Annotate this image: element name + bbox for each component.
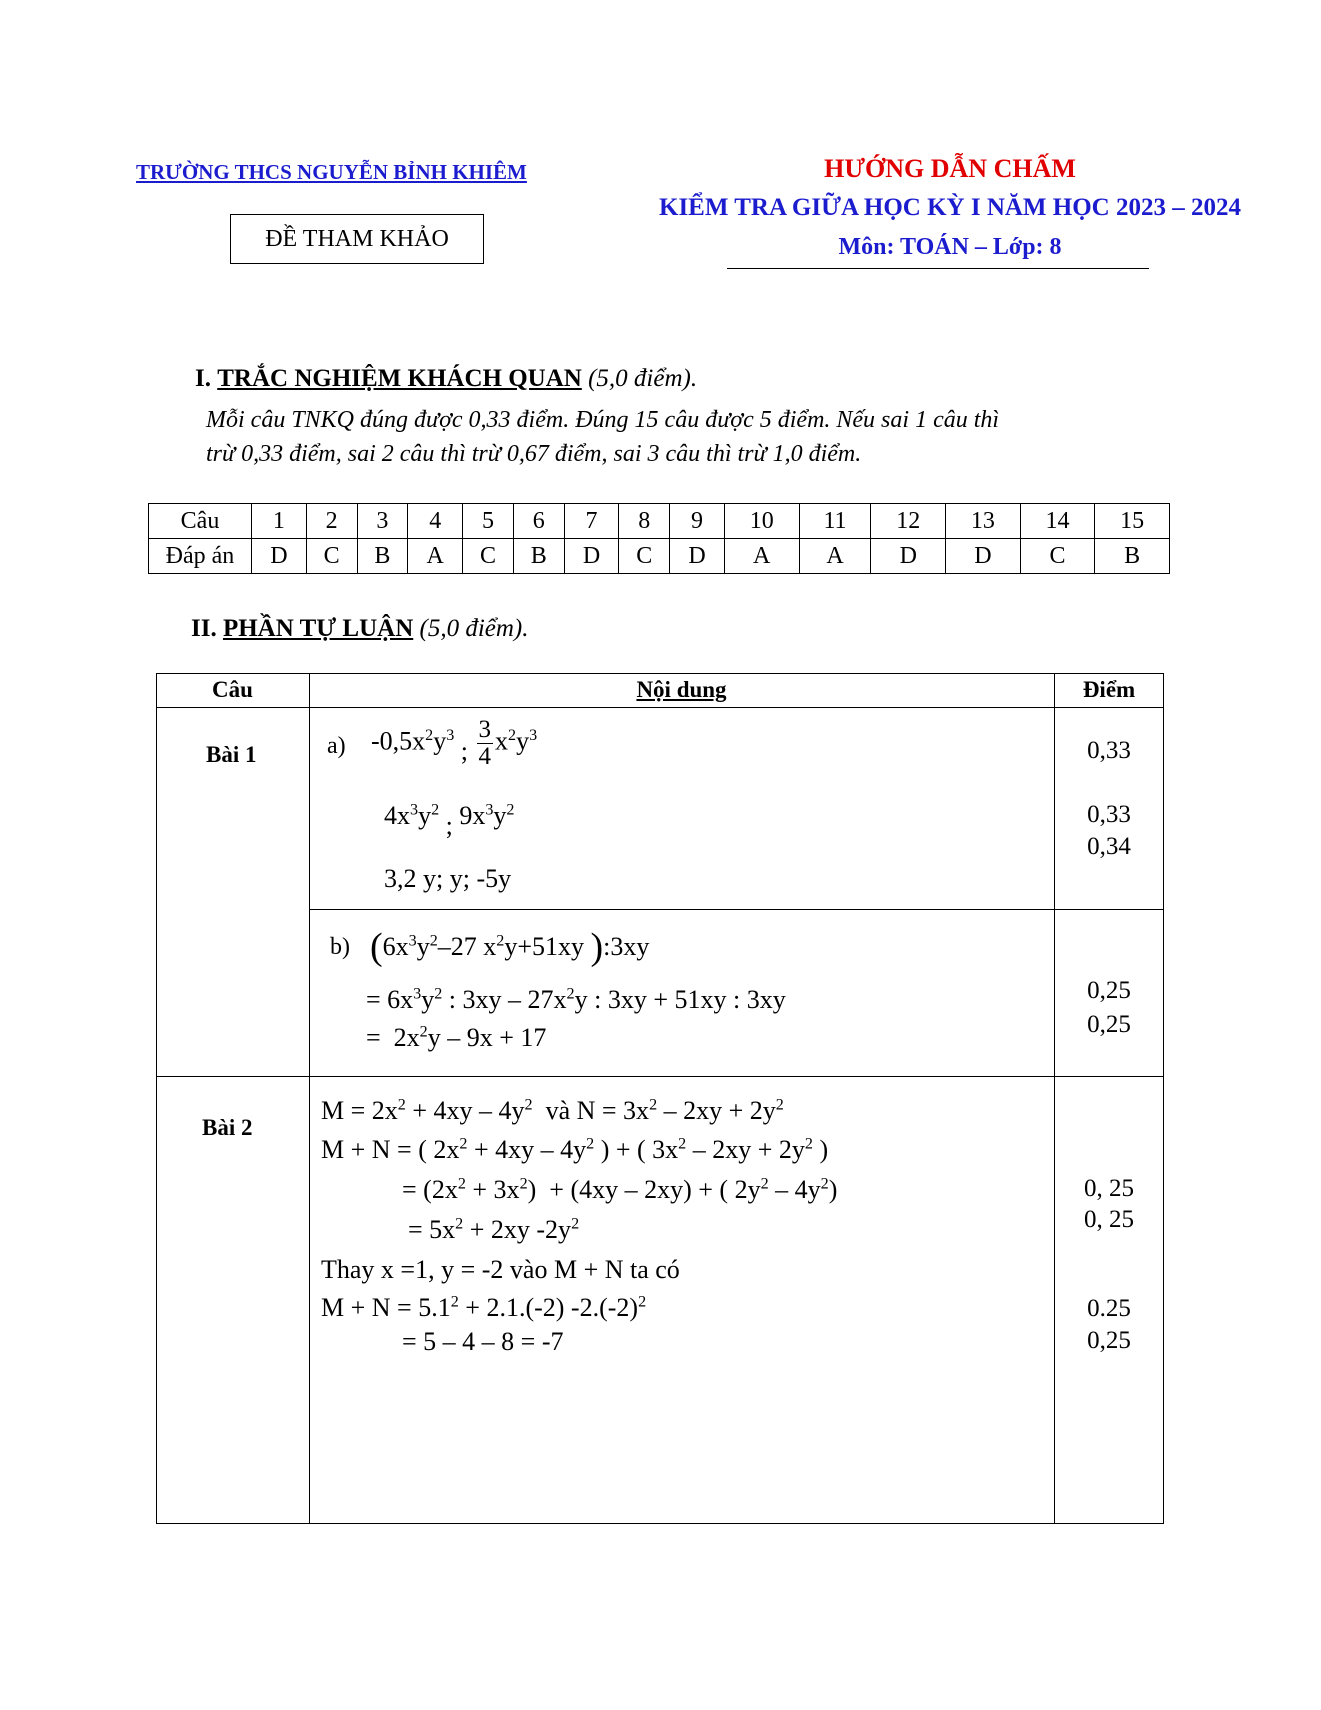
score: 0, 25 xyxy=(1084,1175,1134,1202)
answer-key-table xyxy=(148,503,1170,574)
part1-heading xyxy=(195,365,697,393)
bai1b-label: b) xyxy=(330,934,350,960)
bai1a-label: a) xyxy=(327,733,346,759)
row-divider xyxy=(309,909,1164,910)
question-number: 10 xyxy=(724,504,799,539)
row-label-answer: Đáp án xyxy=(149,539,252,574)
answer-cell: B xyxy=(513,539,564,574)
score: 0,33 xyxy=(1087,737,1131,764)
answer-cell: B xyxy=(357,539,408,574)
fraction-numerator: 3 xyxy=(478,716,492,743)
score: 0,25 xyxy=(1087,1011,1131,1038)
expr-part: -0,5x xyxy=(371,726,426,756)
bai2-line3: = $(2x^2 + 3x^2) + (4xy - 2xy)$ + ( $2y^2 - 4y^2$) xyxy=(402,1175,838,1204)
part1-number: I. xyxy=(195,365,211,392)
column-divider xyxy=(309,673,310,1524)
part2-number: II. xyxy=(191,615,217,642)
question-number: 2 xyxy=(306,504,357,539)
answer-cell: A xyxy=(408,539,463,574)
part1-points: (5,0 điểm). xyxy=(588,365,698,392)
answer-cell: C xyxy=(463,539,514,574)
answer-cell: D xyxy=(564,539,619,574)
question-number: 1 xyxy=(252,504,307,539)
answer-cell: B xyxy=(1095,539,1170,574)
bai2-line4: = $5x^2 + 2xy$ $-2y^2$ xyxy=(408,1215,580,1244)
essay-grading-table xyxy=(156,673,1164,1524)
bai2-label: Bài 2 xyxy=(202,1115,253,1140)
part2-heading xyxy=(191,615,529,643)
answer-cell: D xyxy=(871,539,946,574)
question-number: 14 xyxy=(1020,504,1095,539)
document-title: HƯỚNG DẪN CHẤM xyxy=(824,154,1076,183)
subject-grade: Môn: TOÁN – Lớp: 8 xyxy=(838,234,1062,260)
part1-title: TRẮC NGHIỆM KHÁCH QUAN xyxy=(217,365,582,392)
part1-note-line1: Mỗi câu TNKQ đúng được 0,33 điểm. Đúng 15 câu được 5 điểm. Nếu sai 1 câu thì xyxy=(206,407,1000,433)
exam-title: KIỂM TRA GIỮA HỌC KỲ I NĂM HỌC 2023 – 2024 xyxy=(659,194,1241,221)
score: 0.25 xyxy=(1087,1295,1131,1322)
bai2-line7: = 5 – 4 – 8 = -7 xyxy=(402,1327,564,1356)
bai1b-step2: = $2x^2y - 9x + 17$ xyxy=(366,1023,547,1052)
expr-part: ; xyxy=(460,736,469,766)
question-number: 13 xyxy=(946,504,1021,539)
bai1a-monomials-line2: $4x^3y^2$ ; $9x^3y^2$ xyxy=(384,801,515,840)
answer-key-answer-row xyxy=(149,539,1170,574)
answer-cell: A xyxy=(724,539,799,574)
part2-title: PHẦN TỰ LUẬN xyxy=(222,615,414,642)
answer-cell: C xyxy=(619,539,670,574)
col-header-score: Điểm xyxy=(1082,677,1136,702)
fraction xyxy=(477,717,494,771)
header-divider xyxy=(727,268,1149,269)
question-number: 7 xyxy=(564,504,619,539)
school-name: TRƯỜNG THCS NGUYỄN BỈNH KHIÊM xyxy=(136,160,527,184)
bai2-line6: $M + N = 5.1^2 + 2.1.(-2)$ $-2.(-2)^2$ xyxy=(321,1293,647,1322)
bai1b-expression: ($6x^3y^2-27$ $x^2y+51xy$ ):3xy xyxy=(370,926,650,968)
expr-part: :3xy xyxy=(603,932,650,961)
part2-points: (5,0 điểm). xyxy=(419,615,529,642)
score: 0,25 xyxy=(1087,1327,1131,1354)
bai2-line2: M + N = ( $2x^2 + 4xy - 4y^2$ ) + ( $3x^2 - 2xy + 2y^2$ ) xyxy=(321,1135,829,1164)
question-number: 15 xyxy=(1095,504,1170,539)
bai2-line5: Thay x =1, y = -2 vào M + N ta có xyxy=(321,1255,680,1284)
question-number: 6 xyxy=(513,504,564,539)
answer-cell: C xyxy=(306,539,357,574)
col-header-question: Câu xyxy=(212,677,253,702)
question-number: 3 xyxy=(357,504,408,539)
row-label-question: Câu xyxy=(149,504,252,539)
bai1a-monomials-line1: $-0,5x^2y^3$ ; $\frac{3}{4}$ $x^2y^3$ xyxy=(371,716,538,771)
bai1-label: Bài 1 xyxy=(206,742,257,767)
answer-cell: A xyxy=(799,539,871,574)
question-number: 8 xyxy=(619,504,670,539)
fraction-denominator: 4 xyxy=(478,743,492,771)
answer-cell: D xyxy=(946,539,1021,574)
question-number: 4 xyxy=(408,504,463,539)
reference-exam-box xyxy=(230,214,484,264)
question-number: 9 xyxy=(670,504,725,539)
answer-cell: D xyxy=(252,539,307,574)
part1-note-line2: trừ 0,33 điểm, sai 2 câu thì trừ 0,67 điểm, sai 3 câu thì trừ 1,0 điểm. xyxy=(206,441,862,467)
answer-key-question-row xyxy=(149,504,1170,539)
col-header-content: Nội dung xyxy=(636,677,727,702)
answer-cell: D xyxy=(670,539,725,574)
score: 0,25 xyxy=(1087,977,1131,1004)
question-number: 12 xyxy=(871,504,946,539)
score: 0, 25 xyxy=(1084,1206,1134,1233)
bai2-line1: $M = 2x^2 + 4xy - 4y^2$ và $N = 3x^2 - 2xy + 2y^2$ xyxy=(321,1096,784,1125)
question-number: 11 xyxy=(799,504,871,539)
expr-part: ; xyxy=(445,811,453,840)
answer-cell: C xyxy=(1020,539,1095,574)
bai1b-step1: = $6x^3y^2$ : $3xy - 27x^2y$ : 3xy + 51xy : 3xy xyxy=(366,985,786,1014)
score: 0,33 xyxy=(1087,801,1131,828)
reference-exam-label: ĐỀ THAM KHẢO xyxy=(265,225,449,252)
header-row-divider xyxy=(156,707,1164,708)
row-divider xyxy=(156,1076,1164,1077)
question-number: 5 xyxy=(463,504,514,539)
score: 0,34 xyxy=(1087,833,1131,860)
bai1a-monomials-line3: 3,2 y; y; -5y xyxy=(384,864,512,893)
